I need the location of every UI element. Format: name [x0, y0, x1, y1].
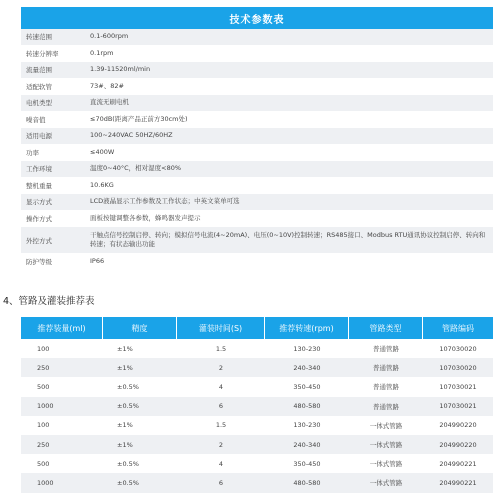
spec-table-body — [21, 29, 493, 271]
cell-speed: 240-340 — [293, 363, 321, 372]
cell-accuracy: ±0.5% — [117, 478, 139, 487]
cell-fill-volume: 500 — [37, 382, 50, 391]
cell-accuracy: ±0.5% — [117, 402, 139, 411]
cell-fill-volume: 250 — [37, 363, 50, 372]
cell-tube-code: 204990221 — [439, 478, 477, 487]
spec-key: 转速分辨率 — [26, 49, 59, 58]
cell-speed: 480-580 — [293, 478, 321, 487]
spec-value: 直流无刷电机 — [90, 98, 129, 107]
spec-key: 电机类型 — [26, 99, 52, 108]
cell-fill-volume: 250 — [37, 440, 50, 449]
cell-tube-code: 204990221 — [439, 459, 477, 468]
cell-tube-code: 107030021 — [439, 402, 477, 411]
spec-key: 工作环境 — [26, 165, 52, 174]
cell-tube-type: 普通管路 — [373, 345, 399, 354]
table-row — [21, 416, 493, 435]
spec-value: 干触点信号控制启停、转向；模拟信号电流(4~20mA)、电压(0~10V)控制转速；RS485接口、Modbus RTU通讯协议控制启停、转向和转速；有状态输出功能 — [90, 231, 486, 248]
spec-value: ≤400W — [90, 147, 115, 156]
spec-value: 1.39-11520ml/min — [90, 65, 151, 74]
cell-tube-code: 204990220 — [439, 440, 477, 449]
spec-row — [21, 46, 493, 63]
cell-speed: 130-230 — [293, 344, 321, 353]
cell-tube-code: 107030020 — [439, 344, 477, 353]
cell-fill-time: 1.5 — [215, 421, 227, 430]
spec-row — [21, 95, 493, 112]
spec-key: 外控方式 — [26, 236, 52, 245]
cell-fill-time: 4 — [218, 459, 224, 468]
cell-accuracy: ±1% — [117, 363, 133, 372]
spec-value: 100~240VAC 50HZ/60HZ — [90, 131, 173, 140]
spec-row — [21, 128, 493, 145]
spec-value: 10.6KG — [90, 180, 114, 189]
cell-fill-time: 6 — [218, 478, 224, 487]
spec-row — [21, 178, 493, 195]
cell-fill-time: 4 — [218, 382, 224, 391]
header-speed: 推荐转速(rpm) — [265, 317, 349, 339]
spec-row — [21, 194, 493, 211]
spec-key: 显示方式 — [26, 198, 52, 207]
cell-accuracy: ±1% — [117, 421, 133, 430]
cell-tube-code: 107030020 — [439, 363, 477, 372]
recommendation-table-body — [21, 339, 493, 493]
spec-key: 适用电源 — [26, 132, 52, 141]
spec-row — [21, 254, 493, 271]
spec-value: 面板按键调整各参数，蜂鸣器发声提示 — [90, 213, 201, 222]
header-tube-code: 管路编码 — [442, 323, 474, 333]
cell-tube-type: 一体式管路 — [369, 441, 403, 450]
cell-fill-volume: 500 — [37, 459, 50, 468]
cell-tube-type: 一体式管路 — [369, 460, 403, 469]
header-fill-time: 灌装时间(S) — [177, 317, 265, 339]
spec-key: 适配软管 — [26, 82, 52, 91]
spec-key: 流量范围 — [26, 66, 52, 75]
header-tube-type: 管路类型 — [349, 317, 423, 339]
cell-speed: 130-230 — [293, 421, 321, 430]
table-row — [21, 377, 493, 396]
spec-row — [21, 79, 493, 96]
cell-tube-type: 一体式管路 — [369, 479, 403, 488]
cell-speed: 480-580 — [293, 402, 321, 411]
spec-key: 功率 — [26, 148, 39, 157]
spec-key: 防护等级 — [26, 258, 52, 267]
cell-speed: 240-340 — [293, 440, 321, 449]
spec-table-title: 技术参数表 — [21, 7, 493, 29]
spec-table — [21, 7, 493, 271]
recommendation-table-header — [21, 317, 493, 339]
table-row — [21, 454, 493, 473]
spec-value: IP66 — [90, 257, 105, 266]
spec-row — [21, 161, 493, 178]
spec-row — [21, 211, 493, 228]
cell-fill-volume: 100 — [37, 421, 50, 430]
table-row — [21, 473, 493, 492]
cell-fill-volume: 100 — [37, 344, 50, 353]
spec-row — [21, 29, 493, 46]
spec-row — [21, 62, 493, 79]
header-fill-volume: 推荐装量(ml) — [21, 317, 103, 339]
cell-fill-time: 2 — [218, 363, 224, 372]
spec-key: 整机重量 — [26, 181, 52, 190]
cell-tube-type: 普通管路 — [373, 383, 399, 392]
spec-row — [21, 227, 493, 254]
cell-fill-volume: 1000 — [37, 402, 54, 411]
spec-value: 0.1rpm — [90, 48, 114, 57]
header-accuracy: 精度 — [103, 317, 177, 339]
cell-tube-code: 204990220 — [439, 421, 477, 430]
section-title: 4、管路及灌装推荐表 — [3, 296, 95, 307]
cell-tube-type: 一体式管路 — [369, 421, 403, 430]
spec-key: 噪音值 — [26, 115, 46, 124]
spec-value: ≤70dB(距离产品正前方30cm处) — [90, 114, 188, 123]
cell-fill-volume: 1000 — [37, 478, 54, 487]
spec-key: 转速范围 — [26, 33, 52, 42]
cell-tube-type: 普通管路 — [373, 402, 399, 411]
cell-speed: 350-450 — [293, 459, 321, 468]
spec-row — [21, 112, 493, 129]
cell-accuracy: ±1% — [117, 344, 133, 353]
spec-value: 温度0~40°C，相对湿度<80% — [90, 164, 182, 173]
cell-fill-time: 1.5 — [215, 344, 227, 353]
recommendation-table — [21, 317, 493, 493]
cell-speed: 350-450 — [293, 382, 321, 391]
spec-key: 操作方式 — [26, 214, 52, 223]
cell-tube-type: 普通管路 — [373, 364, 399, 373]
spec-value: 0.1-600rpm — [90, 32, 129, 41]
cell-accuracy: ±0.5% — [117, 459, 139, 468]
table-row — [21, 339, 493, 358]
cell-accuracy: ±0.5% — [117, 382, 139, 391]
table-row — [21, 435, 493, 454]
table-row — [21, 397, 493, 416]
spec-value: 73#、82# — [90, 81, 124, 90]
spec-value: LCD液晶显示工作参数及工作状态；中英文菜单可选 — [90, 197, 240, 206]
cell-tube-code: 107030021 — [439, 382, 477, 391]
cell-accuracy: ±1% — [117, 440, 133, 449]
cell-fill-time: 6 — [218, 402, 224, 411]
table-row — [21, 358, 493, 377]
spec-row — [21, 145, 493, 162]
cell-fill-time: 2 — [218, 440, 224, 449]
